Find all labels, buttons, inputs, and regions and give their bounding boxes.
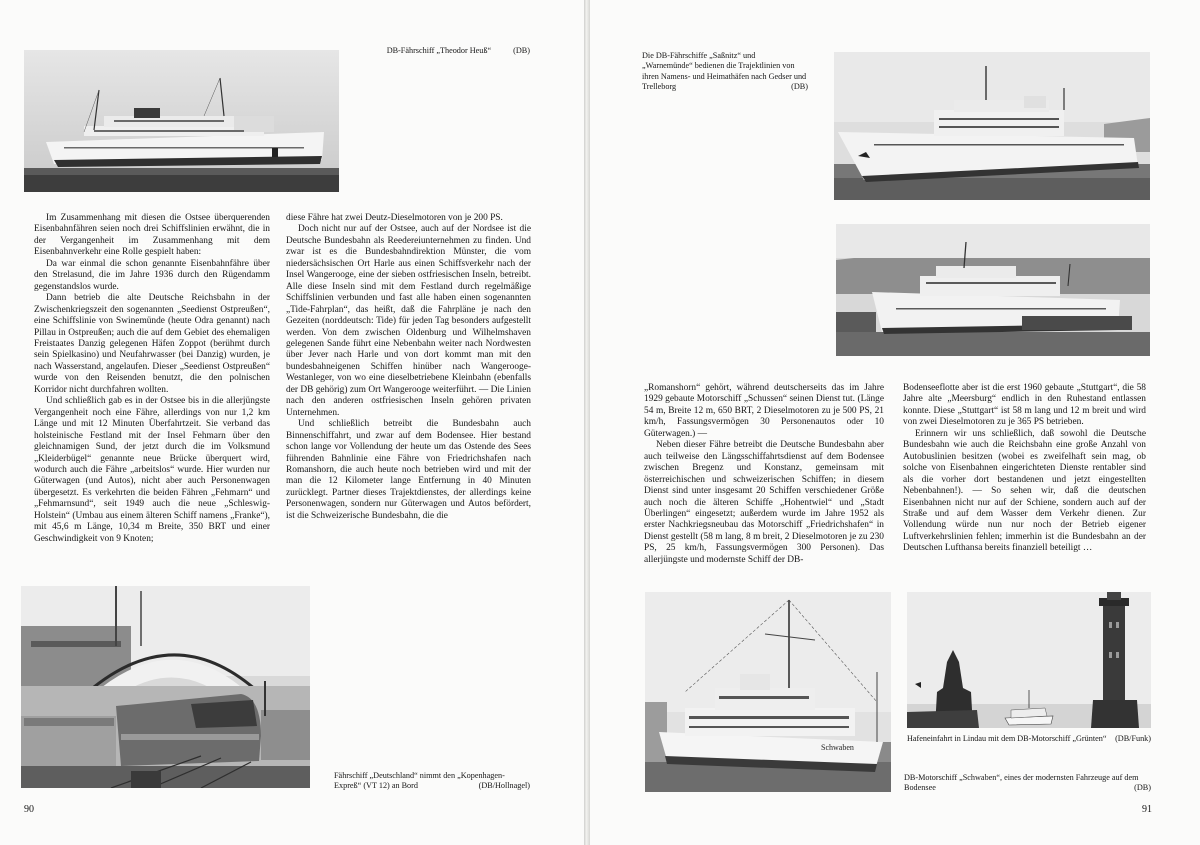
paragraph: Und schließlich betreibt die Bundesbahn auch Binnenschiffahrt, und zwar auf dem Bodensee. Hier bestand schon lange vor Vollendung der heute um das Ostende des Sees führenden Bahnlinie eine Fähre von Friedrichshafen nach Romanshorn, die auch heute noch betrieben wird und mit der man die 12 Kilometer lange Entfernung in 40 Minuten zurücklegt. Partner dieses Trajektdienstes, der allerdings keine Personenwagen, sondern nur Güterwagen und Autos befördert, ist die Schweizerische Bundesbahn, die die: [286, 419, 531, 521]
paragraph: „Romanshorn“ gehört, während deutscherseits das im Jahre 1929 gebaute Motorschiff „Schussen“ seinen Dienst tut. (Länge 54 m, Breite 12 m, 650 BRT, 2 Dieselmotoren zu je 500 PS, 21 km/h, Fassungsvermögen 30 Personenautos oder 10 Güterwagen.) —: [644, 383, 884, 439]
caption-text: Hafeneinfahrt in Lindau mit dem DB-Motorschiff „Grünten“: [907, 734, 1107, 743]
paragraph: diese Fähre hat zwei Deutz-Dieselmotoren von je 200 PS.: [286, 213, 503, 223]
caption-text: Fährschiff „Deutschland“ nimmt den „Kopenhagen-Expreß“ (VT 12) an Bord: [334, 771, 505, 791]
text-column-right-2: [903, 383, 1146, 573]
photo-motorship-schwaben: [645, 592, 891, 792]
caption-schwaben: [904, 773, 1151, 794]
photo-lindau-harbour-entrance: [907, 592, 1151, 728]
caption-sassnitz-warnemuende: [642, 51, 808, 93]
caption-credit: (DB): [513, 46, 530, 55]
ship-name-label: Schwaben: [821, 743, 854, 752]
paragraph: Dann betrieb die alte Deutsche Reichsbahn in der Zwischenkriegszeit den sogenannten „Seedienst Ostpreußen“, eine Schiffslinie von Swinemünde (heute Odra genannt) nach Pillau in Ostpreußen; auch die auf dem Gebiet des ehemaligen Freistaates Danzig gelegenen Häfen Zoppot (berühmt durch sein Spielkasino) und Neufahrwasser (bei Danzig) wurden, je nach Wasserstand, angelaufen. Dieser „Seedienst Ostpreußen“ wurde von den Reisenden benutzt, die den polnischen Korridor nicht durchfahren wollten.: [34, 293, 270, 395]
paragraph: Da war einmal die schon genannte Eisenbahnfähre über den Strelasund, die im Jahre 1936 durch den Rügendamm gegenstandslos wurde.: [34, 258, 270, 292]
paragraph: Im Zusammenhang mit diesen die Ostsee überquerenden Eisenbahnfähren seien noch drei Schiffslinien erwähnt, die in der Vergangenheit im Zusammenhang mit dem Eisenbahnverkehr eine Rolle gespielt haben:: [34, 213, 270, 258]
caption-text: DB-Motorschiff „Schwaben“, eines der modernsten Fahrzeuge auf dem Bodensee: [904, 773, 1139, 793]
caption-credit: (DB): [1134, 783, 1151, 793]
page-number-right: 91: [1142, 804, 1152, 815]
paragraph: Erinnern wir uns schließlich, daß sowohl die Deutsche Bundesbahn wie auch die Reichsbahn eine große Anzahl von Autobuslinien besitzen (wobei es zweifelhaft sein mag, ob solche von Eisenbahnen eingerichteten Dienste rentabler sind als die vorher dort bestandenen und jetzt eingestellten Nebenbahnen!). — So sehen wir, daß die deutschen Eisenbahnen nicht nur auf der Schiene, sondern auch auf der Straße und auf dem Wasser dem Verkehr dienen. Zur Vollendung würde nun nur noch der Betrieb eigener Luftverkehrslinien fehlen; immerhin ist die Bundesbahn an der Deutschen Lufthansa bereits finanziell beteiligt …: [903, 428, 1146, 554]
paragraph: Bodenseeflotte aber ist die erst 1960 gebaute „Stuttgart“, die 58 Jahre alte „Meersburg“ endlich in den Ruhestand entlassen konnte. Diese „Stuttgart“ ist 58 m lang und 12 m breit und wird von zwei Dieselmotoren zu je 365 PS betrieben.: [903, 383, 1146, 428]
photo-ferry-deutschland-train: [21, 586, 310, 788]
paragraph: Doch nicht nur auf der Ostsee, auch auf der Nordsee ist die Deutsche Bundesbahn als Reedereiunternehmen zu finden. Und zwar ist es die Bundesbahndirektion Münster, die vom niedersächsischen Ort Harle aus einen Schiffsverkehr nach der Insel Wangerooge, eine der sieben ostfriesischen Inseln, betreibt. Alle diese Inseln sind mit dem Festland durch regelmäßige Schiffslinien verbunden und fast alle haben einen sogenannten „Tide-Fahrplan“, das heißt, daß die Fahrpläne je nach den Gezeiten (norddeutsch: Tide) für jeden Tag besonders aufgestellt werden. Von dem zwischen Oldenburg und Wilhelmshaven gelegenen Sande führt eine Nebenbahn weiter nach Nordwesten über Jever nach Harle und von dort kommt man mit den bundesbahneigenen Schiffen hinüber nach Wangerooge-Westanleger, von wo eine dieselbetriebene Kleinbahn (ebenfalls der DB gehörig) zum Ort Wangerooge weiterführt. — Die Linien nach den anderen ostfriesischen Inseln gehören privaten Unternehmen.: [286, 224, 531, 418]
page-number-left: 90: [24, 804, 34, 815]
right-page: [590, 0, 1200, 845]
caption-lindau: [907, 734, 1151, 744]
caption-credit: (DB): [791, 82, 808, 92]
paragraph: Und schließlich gab es in der Ostsee bis in die allerjüngste Vergangenheit noch eine Fähre, allerdings von nur 1,2 km Länge und mit 12 Minuten Überfahrtzeit. Sie verband das holsteinische Festland mit der Insel Fehmarn über den gleichnamigen Sund, der jetzt durch die im Volksmund „Kleiderbügel“ genannte neue Brücke überquert wird, wodurch auch die Fähre „arbeitslos“ wurde. Hier wurden nur Güterwagen (und Autos), nicht aber auch Personenwagen übergesetzt. Es verkehrten die beiden Fähren „Fehmarn“ und „Fehmarnsund“, seit 1949 auch die neue „Schleswig-Holstein“ (Umbau aus einem älteren Schiff namens „Franke“), mit 45,6 m Länge, 10,34 m Breite, 350 BRT und einer Geschwindigkeit von 9 Knoten;: [34, 396, 270, 544]
caption-deutschland: [334, 771, 530, 792]
photo-ferry-sassnitz: [834, 52, 1150, 200]
caption-credit: (DB/Hollnagel): [478, 781, 530, 791]
caption-credit: (DB/Funk): [1115, 734, 1151, 743]
text-column-left-1: [34, 213, 270, 573]
caption-theodor-heuss: [340, 46, 530, 56]
caption-text: Die DB-Fährschiffe „Saßnitz“ und „Warnemünde“ bedienen die Trajektlinien von ihren Namens- und Heimathäfen nach Gedser und Trelleborg: [642, 51, 807, 92]
photo-theodor-heuss-ferry: [24, 50, 339, 192]
caption-text: DB-Fährschiff „Theodor Heuß“: [386, 46, 492, 55]
left-page: [0, 0, 584, 845]
paragraph: Neben dieser Fähre betreibt die Deutsche Bundesbahn aber auch teilweise den Längsschiffahrtsdienst auf dem Bodensee zwischen Bregenz und Konstanz, gemeinsam mit österreichischen und schweizerischen Schiffen; in diesem Dienst sind unter insgesamt 20 Schiffen verschiedener Größe auch noch die älteren Schiffe „Hohentwiel“ und „Stadt Überlingen“ eingesetzt; außerdem wurde im Jahre 1952 als erster Nachkriegsneubau das Motorschiff „Friedrichshafen“ in Dienst gestellt (58 m lang, 8 m breit, 2 Dieselmotoren je zu 230 PS, 25 km/h, Fassungsvermögen 300 Personen). Das allerjüngste und modernste Schiff der DB-: [644, 440, 884, 565]
text-column-right-1: [644, 383, 884, 573]
text-column-left-2: [286, 213, 531, 573]
photo-ferry-warnemuende: [836, 224, 1150, 356]
